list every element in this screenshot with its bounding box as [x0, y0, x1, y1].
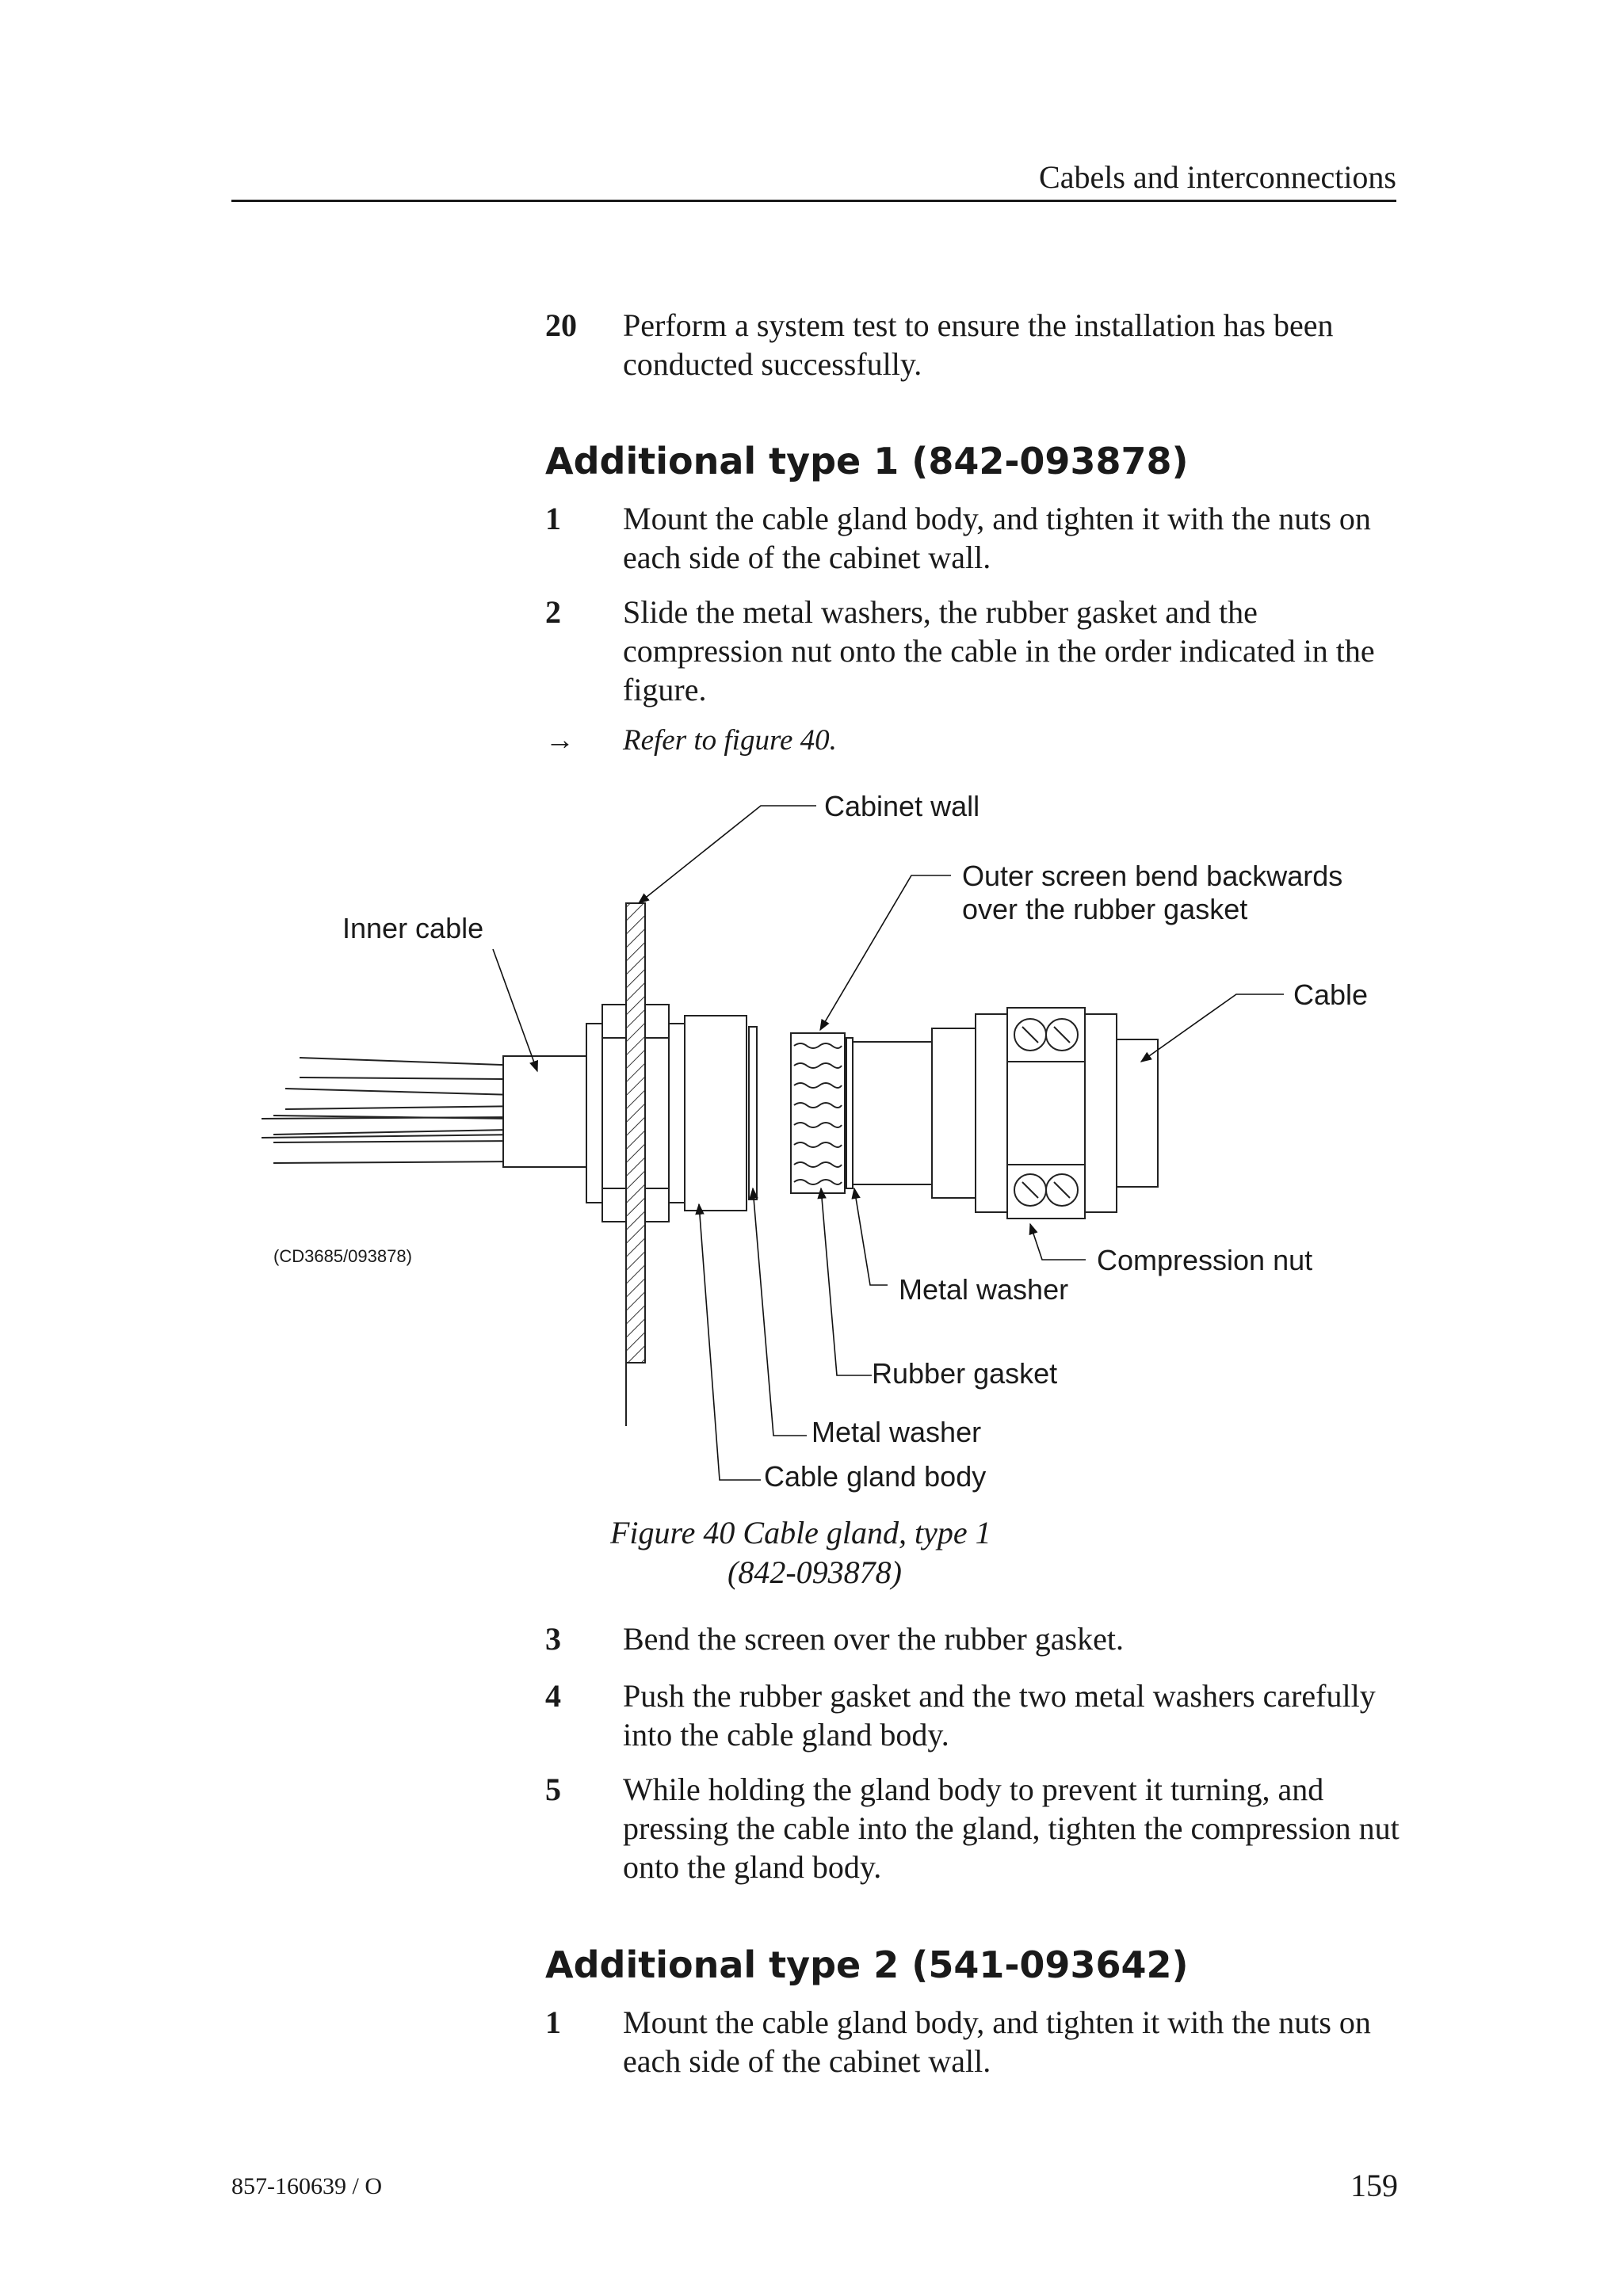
list-item [545, 499, 1401, 577]
label-metal-washer-upper: Metal washer [899, 1273, 1069, 1306]
page-number: 159 [1350, 2168, 1398, 2203]
step-number: 1 [545, 501, 561, 536]
figure-reference [545, 721, 837, 761]
label-cable: Cable [1293, 978, 1369, 1011]
step-text: Slide the metal washers, the rubber gasket and the compression nut onto the cable in the order indicated in the figure. [623, 594, 1375, 707]
figure-code: (CD3685/093878) [273, 1246, 412, 1266]
step-number: 4 [545, 1678, 561, 1714]
figure-caption-line1: Figure 40 Cable gland, type 1 [610, 1515, 991, 1550]
step-number: 2 [545, 594, 561, 630]
list-item [545, 1770, 1401, 1886]
step-text: Perform a system test to ensure the installation has been conducted successfully. [623, 307, 1334, 382]
step-number: 20 [545, 307, 577, 343]
list-item [545, 1676, 1401, 1754]
label-inner-cable: Inner cable [342, 912, 484, 944]
step-text: Mount the cable gland body, and tighten it with the nuts on each side of the cabinet wall. [623, 501, 1371, 575]
step-text: Mount the cable gland body, and tighten it with the nuts on each side of the cabinet wall. [623, 2004, 1371, 2079]
label-compression-nut: Compression nut [1097, 1244, 1313, 1276]
list-item [545, 306, 1401, 383]
section-heading: Additional type 2 (541-093642) [545, 1943, 1189, 1986]
step-text: Push the rubber gasket and the two metal washers carefully into the cable gland body. [623, 1678, 1376, 1753]
header-rule [231, 200, 1396, 202]
label-cabinet-wall: Cabinet wall [824, 790, 980, 822]
figure-caption-line2: (842-093878) [727, 1554, 902, 1590]
label-metal-washer-lower: Metal washer [812, 1416, 982, 1448]
section-heading: Additional type 1 (842-093878) [545, 440, 1189, 482]
step-text: Bend the screen over the rubber gasket. [623, 1621, 1124, 1657]
label-rubber-gasket: Rubber gasket [872, 1357, 1058, 1390]
document-number: 857-160639 / O [231, 2173, 382, 2199]
step-text: While holding the gland body to prevent it turning, and pressing the cable into the gland, tighten the compression nut onto the gland body. [623, 1772, 1400, 1885]
label-outer-screen: Outer screen bend backwards [962, 860, 1343, 892]
list-item [545, 1619, 1401, 1658]
label-cable-gland-body: Cable gland body [764, 1460, 987, 1493]
running-header: Cabels and interconnections [1039, 159, 1396, 195]
label-outer-screen-line2: over the rubber gasket [962, 893, 1248, 925]
list-item [545, 2003, 1401, 2081]
figure-reference-text: Refer to figure 40. [623, 724, 837, 757]
list-item [545, 593, 1401, 709]
step-number: 5 [545, 1772, 561, 1807]
figure-caption [610, 1513, 991, 1592]
step-number: 1 [545, 2004, 561, 2040]
step-number: 3 [545, 1621, 561, 1657]
arrow-right-icon: → [545, 724, 575, 757]
